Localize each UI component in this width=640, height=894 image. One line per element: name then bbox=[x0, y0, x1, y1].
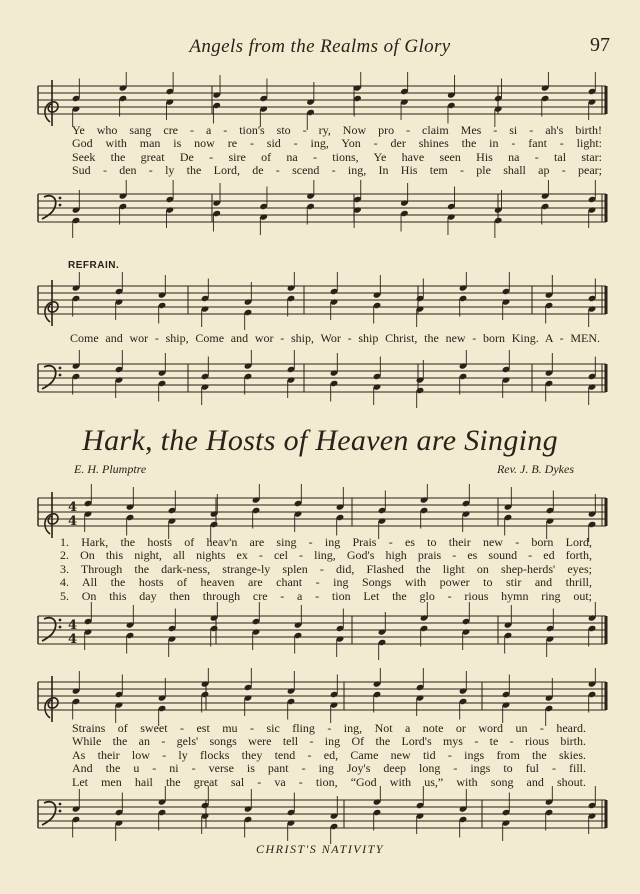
hymn1-verse-3: Seek the great De - sire of na - tions, Ye have seen His na - tal star: bbox=[72, 150, 602, 164]
hymn2-verse-4a: 4. All the hosts of heaven are chant - ing Songs with power to stir and thrill, bbox=[60, 576, 592, 590]
refrain-text: Come and wor - ship, Come and wor - ship, Wor - ship Christ, the new - born King. A - MEN. bbox=[70, 331, 600, 345]
page-number: 97 bbox=[590, 34, 610, 56]
hymn2-verse-1a: 1. Hark, the hosts of heav'n are sing - ing Prais - es to their new - born Lord, bbox=[60, 536, 592, 549]
hymn2-verse-2a: 2. On this night, all nights ex - cel - ling, God's high prais - es sound - ed forth, bbox=[60, 549, 592, 563]
hymn2-treble-staff-2 bbox=[36, 668, 610, 726]
hymn2-verse-1b: Strains of sweet - est mu - sic fling - ing, Not a note or word un - heard. bbox=[72, 722, 586, 735]
hymn2-verse-3b: As their low - ly flocks they tend - ed, Came new tid - ings from the skies. bbox=[72, 748, 586, 762]
svg-text:4: 4 bbox=[68, 618, 78, 633]
author-credit: E. H. Plumptre bbox=[74, 462, 147, 476]
composer-credit: Rev. J. B. Dykes bbox=[496, 462, 574, 476]
hymn1-verse-1: Ye who sang cre - a - tion's sto - ry, Now pro - claim Mes - si - ah's birth! bbox=[72, 124, 602, 137]
hymn1-bass-staff-2 bbox=[36, 350, 610, 408]
page-footer: CHRIST'S NATIVITY bbox=[256, 842, 384, 856]
hymn2-verse-3a: 3. Through the dark-ness, strange-ly splen - did, Flashed the light on shep-herds' eyes; bbox=[60, 562, 592, 576]
hymn2-treble-staff-1 bbox=[36, 484, 610, 542]
refrain-label: REFRAIN. bbox=[68, 260, 120, 271]
hymn2-verse-5b: Let men hail the great sal - va - tion, “God with us,” with song and shout. bbox=[72, 775, 586, 789]
svg-text:4: 4 bbox=[68, 514, 78, 529]
hymn1-verses bbox=[72, 124, 602, 178]
hymn1-bass-staff-1 bbox=[36, 180, 610, 238]
hymn2-bass-staff-1 bbox=[36, 602, 610, 660]
svg-text:4: 4 bbox=[68, 500, 78, 515]
hymn-title: Hark, the Hosts of Heaven are Singing bbox=[82, 424, 558, 457]
running-title: Angels from the Realms of Glory bbox=[189, 36, 451, 57]
hymn2-bass-staff-2 bbox=[36, 786, 610, 844]
hymn1-treble-staff-2 bbox=[36, 272, 610, 330]
hymn2-verse-4b: And the u - ni - verse is pant - ing Joy's deep long - ings to ful - fill. bbox=[72, 762, 586, 776]
hymn2-verses-part2 bbox=[72, 722, 586, 789]
hymn1-verse-2: God with man is now re - sid - ing, Yon - der shines the in - fant - light: bbox=[72, 137, 602, 151]
hymn1-verse-4: Sud - den - ly the Lord, de - scend - ing, In His tem - ple shall ap - pear; bbox=[72, 164, 602, 178]
hymn2-verses-part1 bbox=[60, 536, 592, 603]
hymn2-verse-2b: While the an - gels' songs were tell - ing Of the Lord's mys - te - rious birth. bbox=[72, 735, 586, 749]
hymn2-verse-5a: 5. On this day then through cre - a - tion Let the glo - rious hymn ring out; bbox=[60, 589, 592, 603]
svg-text:4: 4 bbox=[68, 632, 78, 647]
hymn1-treble-staff-1 bbox=[36, 72, 610, 130]
